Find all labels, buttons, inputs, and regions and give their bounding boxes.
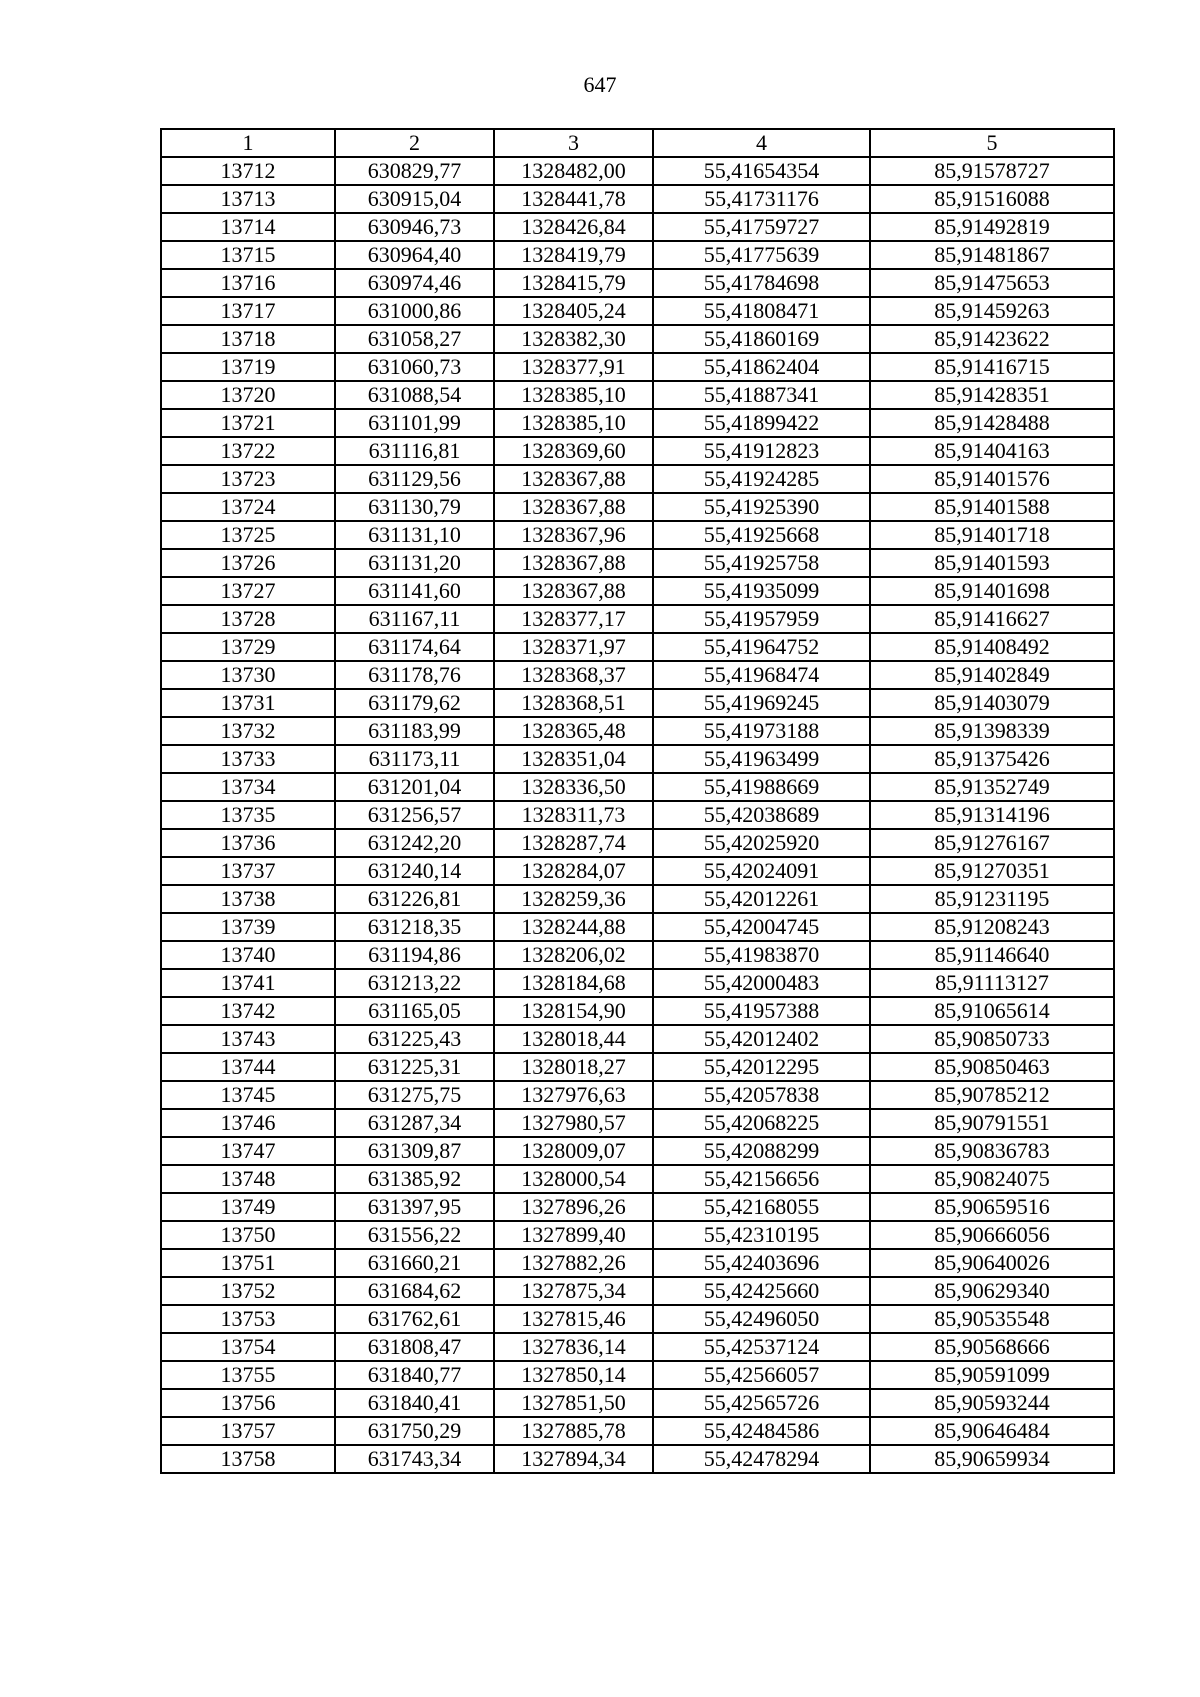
table-cell-col-4: 55,42565726 [653, 1389, 870, 1417]
table-cell-col-4: 55,42496050 [653, 1305, 870, 1333]
table-cell-col-2: 631183,99 [335, 717, 494, 745]
table-cell-col-2: 631058,27 [335, 325, 494, 353]
table-cell-col-2: 631131,20 [335, 549, 494, 577]
column-header-2: 2 [335, 129, 494, 157]
table-cell-col-5: 85,91375426 [870, 745, 1114, 773]
table-cell-col-3: 1328336,50 [494, 773, 653, 801]
table-cell-col-3: 1328311,73 [494, 801, 653, 829]
table-row [161, 1221, 1114, 1249]
table-cell-col-3: 1327850,14 [494, 1361, 653, 1389]
table-cell-col-5: 85,91416715 [870, 353, 1114, 381]
table-row [161, 857, 1114, 885]
table-cell-col-5: 85,90629340 [870, 1277, 1114, 1305]
table-cell-col-5: 85,90591099 [870, 1361, 1114, 1389]
table-cell-col-1: 13756 [161, 1389, 335, 1417]
table-cell-col-2: 631201,04 [335, 773, 494, 801]
table-cell-col-4: 55,41924285 [653, 465, 870, 493]
table-cell-col-3: 1328385,10 [494, 381, 653, 409]
table-row [161, 885, 1114, 913]
table-cell-col-1: 13718 [161, 325, 335, 353]
table-cell-col-5: 85,91276167 [870, 829, 1114, 857]
table-cell-col-1: 13740 [161, 941, 335, 969]
table-cell-col-3: 1328368,51 [494, 689, 653, 717]
table-cell-col-1: 13719 [161, 353, 335, 381]
table-header [161, 129, 1114, 157]
table-cell-col-5: 85,91404163 [870, 437, 1114, 465]
table-cell-col-2: 631556,22 [335, 1221, 494, 1249]
table-row [161, 493, 1114, 521]
table-cell-col-4: 55,42403696 [653, 1249, 870, 1277]
table-row [161, 969, 1114, 997]
table-row [161, 437, 1114, 465]
table-cell-col-1: 13738 [161, 885, 335, 913]
table-cell-col-4: 55,41935099 [653, 577, 870, 605]
table-cell-col-4: 55,42310195 [653, 1221, 870, 1249]
table-cell-col-1: 13743 [161, 1025, 335, 1053]
table-cell-col-2: 631240,14 [335, 857, 494, 885]
table-cell-col-1: 13712 [161, 157, 335, 185]
table-row [161, 577, 1114, 605]
table-cell-col-4: 55,41964752 [653, 633, 870, 661]
table-cell-col-2: 630974,46 [335, 269, 494, 297]
table-row [161, 633, 1114, 661]
table-cell-col-1: 13733 [161, 745, 335, 773]
table-row [161, 1249, 1114, 1277]
table-cell-col-1: 13724 [161, 493, 335, 521]
table-cell-col-3: 1328367,88 [494, 577, 653, 605]
table-row [161, 1277, 1114, 1305]
table-cell-col-2: 631684,62 [335, 1277, 494, 1305]
table-cell-col-5: 85,91428488 [870, 409, 1114, 437]
table-cell-col-3: 1328482,00 [494, 157, 653, 185]
table-cell-col-5: 85,90659516 [870, 1193, 1114, 1221]
table-row [161, 1053, 1114, 1081]
table-cell-col-1: 13726 [161, 549, 335, 577]
table-cell-col-2: 631173,11 [335, 745, 494, 773]
table-cell-col-2: 630829,77 [335, 157, 494, 185]
table-cell-col-2: 631165,05 [335, 997, 494, 1025]
table-cell-col-5: 85,91578727 [870, 157, 1114, 185]
table-cell-col-3: 1328367,96 [494, 521, 653, 549]
table-cell-col-2: 631060,73 [335, 353, 494, 381]
table-cell-col-5: 85,90659934 [870, 1445, 1114, 1473]
table-cell-col-3: 1327980,57 [494, 1109, 653, 1137]
table-cell-col-3: 1327976,63 [494, 1081, 653, 1109]
table-row [161, 381, 1114, 409]
table-cell-col-4: 55,41808471 [653, 297, 870, 325]
table-cell-col-4: 55,41731176 [653, 185, 870, 213]
table-cell-col-2: 631840,41 [335, 1389, 494, 1417]
table-cell-col-2: 631116,81 [335, 437, 494, 465]
table-cell-col-5: 85,90850463 [870, 1053, 1114, 1081]
table-cell-col-3: 1328367,88 [494, 493, 653, 521]
table-cell-col-3: 1327896,26 [494, 1193, 653, 1221]
table-cell-col-4: 55,41775639 [653, 241, 870, 269]
table-cell-col-4: 55,42004745 [653, 913, 870, 941]
table-row [161, 297, 1114, 325]
table-cell-col-4: 55,41899422 [653, 409, 870, 437]
table-cell-col-4: 55,42478294 [653, 1445, 870, 1473]
table-cell-col-1: 13739 [161, 913, 335, 941]
table-cell-col-1: 13715 [161, 241, 335, 269]
table-cell-col-3: 1327885,78 [494, 1417, 653, 1445]
table-cell-col-3: 1328405,24 [494, 297, 653, 325]
table-cell-col-1: 13750 [161, 1221, 335, 1249]
table-cell-col-2: 631743,34 [335, 1445, 494, 1473]
table-cell-col-4: 55,41925668 [653, 521, 870, 549]
table-row [161, 801, 1114, 829]
table-row [161, 157, 1114, 185]
table-row [161, 213, 1114, 241]
table-cell-col-2: 631129,56 [335, 465, 494, 493]
table-cell-col-5: 85,90646484 [870, 1417, 1114, 1445]
table-cell-col-3: 1327894,34 [494, 1445, 653, 1473]
table-cell-col-5: 85,91231195 [870, 885, 1114, 913]
table-cell-col-4: 55,42012402 [653, 1025, 870, 1053]
table-cell-col-4: 55,42068225 [653, 1109, 870, 1137]
table-cell-col-5: 85,90535548 [870, 1305, 1114, 1333]
table-row [161, 521, 1114, 549]
table-cell-col-2: 631088,54 [335, 381, 494, 409]
table-cell-col-1: 13752 [161, 1277, 335, 1305]
table-cell-col-2: 631750,29 [335, 1417, 494, 1445]
table-cell-col-1: 13736 [161, 829, 335, 857]
table-cell-col-4: 55,41784698 [653, 269, 870, 297]
column-header-3: 3 [494, 129, 653, 157]
table-cell-col-2: 631808,47 [335, 1333, 494, 1361]
table-cell-col-2: 631225,31 [335, 1053, 494, 1081]
table-cell-col-5: 85,91146640 [870, 941, 1114, 969]
table-cell-col-5: 85,90785212 [870, 1081, 1114, 1109]
table-cell-col-5: 85,90791551 [870, 1109, 1114, 1137]
table-row [161, 409, 1114, 437]
table-cell-col-2: 631309,87 [335, 1137, 494, 1165]
table-cell-col-1: 13753 [161, 1305, 335, 1333]
table-cell-col-1: 13751 [161, 1249, 335, 1277]
table-cell-col-3: 1328426,84 [494, 213, 653, 241]
table-row [161, 1389, 1114, 1417]
table-cell-col-1: 13754 [161, 1333, 335, 1361]
table-cell-col-4: 55,42012295 [653, 1053, 870, 1081]
table-cell-col-2: 631218,35 [335, 913, 494, 941]
table-cell-col-4: 55,42425660 [653, 1277, 870, 1305]
table-cell-col-1: 13755 [161, 1361, 335, 1389]
table-cell-col-2: 630964,40 [335, 241, 494, 269]
table-cell-col-2: 631131,10 [335, 521, 494, 549]
table-cell-col-1: 13749 [161, 1193, 335, 1221]
table-cell-col-4: 55,42537124 [653, 1333, 870, 1361]
table-cell-col-3: 1328368,37 [494, 661, 653, 689]
table-cell-col-4: 55,41973188 [653, 717, 870, 745]
table-cell-col-2: 631242,20 [335, 829, 494, 857]
table-cell-col-3: 1328154,90 [494, 997, 653, 1025]
table-row [161, 997, 1114, 1025]
table-cell-col-5: 85,90836783 [870, 1137, 1114, 1165]
page-number: 647 [583, 72, 617, 97]
table-cell-col-1: 13748 [161, 1165, 335, 1193]
table-cell-col-5: 85,90666056 [870, 1221, 1114, 1249]
table-cell-col-2: 631213,22 [335, 969, 494, 997]
table-cell-col-5: 85,90640026 [870, 1249, 1114, 1277]
table-cell-col-3: 1328377,17 [494, 605, 653, 633]
table-cell-col-1: 13730 [161, 661, 335, 689]
table-cell-col-4: 55,41759727 [653, 213, 870, 241]
table-cell-col-3: 1328018,27 [494, 1053, 653, 1081]
table-cell-col-3: 1328419,79 [494, 241, 653, 269]
table-row [161, 1109, 1114, 1137]
table-cell-col-4: 55,41983870 [653, 941, 870, 969]
table-cell-col-4: 55,41887341 [653, 381, 870, 409]
table-cell-col-3: 1327851,50 [494, 1389, 653, 1417]
table-cell-col-5: 85,91428351 [870, 381, 1114, 409]
table-cell-col-4: 55,41957388 [653, 997, 870, 1025]
table-cell-col-4: 55,42168055 [653, 1193, 870, 1221]
table-cell-col-1: 13745 [161, 1081, 335, 1109]
table-cell-col-3: 1328000,54 [494, 1165, 653, 1193]
table-cell-col-2: 631397,95 [335, 1193, 494, 1221]
table-cell-col-1: 13720 [161, 381, 335, 409]
table-cell-col-2: 631000,86 [335, 297, 494, 325]
table-cell-col-5: 85,91401576 [870, 465, 1114, 493]
table-cell-col-5: 85,91401718 [870, 521, 1114, 549]
table-cell-col-5: 85,90824075 [870, 1165, 1114, 1193]
table-cell-col-4: 55,41968474 [653, 661, 870, 689]
table-cell-col-3: 1328009,07 [494, 1137, 653, 1165]
table-cell-col-5: 85,90593244 [870, 1389, 1114, 1417]
table-cell-col-1: 13737 [161, 857, 335, 885]
table-cell-col-1: 13721 [161, 409, 335, 437]
table-cell-col-3: 1328382,30 [494, 325, 653, 353]
table-cell-col-5: 85,90568666 [870, 1333, 1114, 1361]
table-cell-col-3: 1328259,36 [494, 885, 653, 913]
table-cell-col-5: 85,91314196 [870, 801, 1114, 829]
table-row [161, 1081, 1114, 1109]
table-cell-col-1: 13741 [161, 969, 335, 997]
table-cell-col-3: 1328377,91 [494, 353, 653, 381]
table-cell-col-2: 631194,86 [335, 941, 494, 969]
table-cell-col-4: 55,41925758 [653, 549, 870, 577]
header-row [161, 129, 1114, 157]
table-cell-col-4: 55,42057838 [653, 1081, 870, 1109]
table-cell-col-2: 631287,34 [335, 1109, 494, 1137]
table-cell-col-4: 55,41969245 [653, 689, 870, 717]
table-cell-col-3: 1328284,07 [494, 857, 653, 885]
table-cell-col-1: 13757 [161, 1417, 335, 1445]
table-cell-col-3: 1328385,10 [494, 409, 653, 437]
table-cell-col-4: 55,41912823 [653, 437, 870, 465]
table-cell-col-5: 85,90850733 [870, 1025, 1114, 1053]
table-cell-col-3: 1328367,88 [494, 549, 653, 577]
table-row [161, 269, 1114, 297]
table-cell-col-5: 85,91401588 [870, 493, 1114, 521]
table-cell-col-5: 85,91113127 [870, 969, 1114, 997]
table-row [161, 1445, 1114, 1473]
table-cell-col-1: 13716 [161, 269, 335, 297]
table-cell-col-3: 1328415,79 [494, 269, 653, 297]
table-cell-col-1: 13729 [161, 633, 335, 661]
table-cell-col-3: 1327899,40 [494, 1221, 653, 1249]
table-cell-col-1: 13717 [161, 297, 335, 325]
table-cell-col-4: 55,41860169 [653, 325, 870, 353]
table-cell-col-5: 85,91423622 [870, 325, 1114, 353]
table-cell-col-5: 85,91492819 [870, 213, 1114, 241]
table-cell-col-2: 631275,75 [335, 1081, 494, 1109]
table-row [161, 913, 1114, 941]
table-cell-col-3: 1328441,78 [494, 185, 653, 213]
table-cell-col-4: 55,41957959 [653, 605, 870, 633]
table-cell-col-4: 55,42038689 [653, 801, 870, 829]
table-row [161, 185, 1114, 213]
table-cell-col-4: 55,41654354 [653, 157, 870, 185]
table-cell-col-4: 55,42025920 [653, 829, 870, 857]
table-cell-col-3: 1327875,34 [494, 1277, 653, 1305]
table-cell-col-2: 631141,60 [335, 577, 494, 605]
table-row [161, 1025, 1114, 1053]
table-row [161, 829, 1114, 857]
table-cell-col-4: 55,42484586 [653, 1417, 870, 1445]
table-cell-col-1: 13747 [161, 1137, 335, 1165]
table-cell-col-2: 631225,43 [335, 1025, 494, 1053]
table-row [161, 1417, 1114, 1445]
table-cell-col-5: 85,91401698 [870, 577, 1114, 605]
table-cell-col-5: 85,91401593 [870, 549, 1114, 577]
table-cell-col-2: 631174,64 [335, 633, 494, 661]
table-cell-col-3: 1328018,44 [494, 1025, 653, 1053]
table-cell-col-2: 631660,21 [335, 1249, 494, 1277]
table-cell-col-5: 85,91416627 [870, 605, 1114, 633]
table-cell-col-3: 1328369,60 [494, 437, 653, 465]
table-row [161, 661, 1114, 689]
table-cell-col-1: 13746 [161, 1109, 335, 1137]
table-row [161, 773, 1114, 801]
table-cell-col-2: 631762,61 [335, 1305, 494, 1333]
coordinates-table [160, 128, 1115, 1474]
table-cell-col-4: 55,42566057 [653, 1361, 870, 1389]
table-row [161, 241, 1114, 269]
table-cell-col-3: 1328371,97 [494, 633, 653, 661]
table-row [161, 325, 1114, 353]
table-cell-col-5: 85,91270351 [870, 857, 1114, 885]
table-cell-col-3: 1328184,68 [494, 969, 653, 997]
table-cell-col-1: 13728 [161, 605, 335, 633]
table-cell-col-4: 55,42088299 [653, 1137, 870, 1165]
table-row [161, 353, 1114, 381]
table-cell-col-2: 631179,62 [335, 689, 494, 717]
table-cell-col-4: 55,42012261 [653, 885, 870, 913]
table-cell-col-2: 631167,11 [335, 605, 494, 633]
table-cell-col-5: 85,91408492 [870, 633, 1114, 661]
table-cell-col-1: 13722 [161, 437, 335, 465]
column-header-1: 1 [161, 129, 335, 157]
table-row [161, 465, 1114, 493]
table-cell-col-5: 85,91402849 [870, 661, 1114, 689]
table-cell-col-5: 85,91459263 [870, 297, 1114, 325]
table-cell-col-3: 1328365,48 [494, 717, 653, 745]
table-row [161, 1305, 1114, 1333]
table-cell-col-4: 55,42000483 [653, 969, 870, 997]
table-cell-col-2: 631840,77 [335, 1361, 494, 1389]
table-cell-col-3: 1327882,26 [494, 1249, 653, 1277]
table-row [161, 549, 1114, 577]
table-row [161, 689, 1114, 717]
table-cell-col-5: 85,91065614 [870, 997, 1114, 1025]
table-row [161, 1165, 1114, 1193]
table-cell-col-4: 55,42024091 [653, 857, 870, 885]
table-cell-col-3: 1328244,88 [494, 913, 653, 941]
table-row [161, 1137, 1114, 1165]
table-cell-col-1: 13735 [161, 801, 335, 829]
table-cell-col-1: 13723 [161, 465, 335, 493]
table-cell-col-1: 13713 [161, 185, 335, 213]
table-cell-col-3: 1328367,88 [494, 465, 653, 493]
table-cell-col-1: 13734 [161, 773, 335, 801]
table-cell-col-1: 13742 [161, 997, 335, 1025]
table-cell-col-1: 13732 [161, 717, 335, 745]
table-body [161, 157, 1114, 1473]
table-cell-col-5: 85,91352749 [870, 773, 1114, 801]
table-row [161, 745, 1114, 773]
table-cell-col-5: 85,91398339 [870, 717, 1114, 745]
table-cell-col-4: 55,41988669 [653, 773, 870, 801]
table-row [161, 1193, 1114, 1221]
table-cell-col-2: 631130,79 [335, 493, 494, 521]
table-cell-col-1: 13725 [161, 521, 335, 549]
table-cell-col-3: 1328287,74 [494, 829, 653, 857]
table-cell-col-2: 631256,57 [335, 801, 494, 829]
table-cell-col-2: 631226,81 [335, 885, 494, 913]
table-row [161, 941, 1114, 969]
table-row [161, 717, 1114, 745]
table-cell-col-4: 55,41963499 [653, 745, 870, 773]
column-header-4: 4 [653, 129, 870, 157]
table-cell-col-5: 85,91403079 [870, 689, 1114, 717]
table-cell-col-5: 85,91481867 [870, 241, 1114, 269]
table-cell-col-3: 1327836,14 [494, 1333, 653, 1361]
table-cell-col-3: 1328351,04 [494, 745, 653, 773]
table-cell-col-2: 631101,99 [335, 409, 494, 437]
table-cell-col-3: 1328206,02 [494, 941, 653, 969]
column-header-5: 5 [870, 129, 1114, 157]
table-cell-col-5: 85,91475653 [870, 269, 1114, 297]
table-cell-col-1: 13731 [161, 689, 335, 717]
table-cell-col-3: 1327815,46 [494, 1305, 653, 1333]
table-cell-col-4: 55,41862404 [653, 353, 870, 381]
table-row [161, 605, 1114, 633]
table-cell-col-2: 630946,73 [335, 213, 494, 241]
table-cell-col-1: 13758 [161, 1445, 335, 1473]
table-cell-col-2: 631385,92 [335, 1165, 494, 1193]
table-cell-col-4: 55,42156656 [653, 1165, 870, 1193]
table-cell-col-1: 13714 [161, 213, 335, 241]
table-cell-col-5: 85,91208243 [870, 913, 1114, 941]
table-cell-col-1: 13744 [161, 1053, 335, 1081]
table-cell-col-4: 55,41925390 [653, 493, 870, 521]
table-cell-col-1: 13727 [161, 577, 335, 605]
table-row [161, 1333, 1114, 1361]
table-cell-col-5: 85,91516088 [870, 185, 1114, 213]
table-row [161, 1361, 1114, 1389]
table-cell-col-2: 630915,04 [335, 185, 494, 213]
table-cell-col-2: 631178,76 [335, 661, 494, 689]
